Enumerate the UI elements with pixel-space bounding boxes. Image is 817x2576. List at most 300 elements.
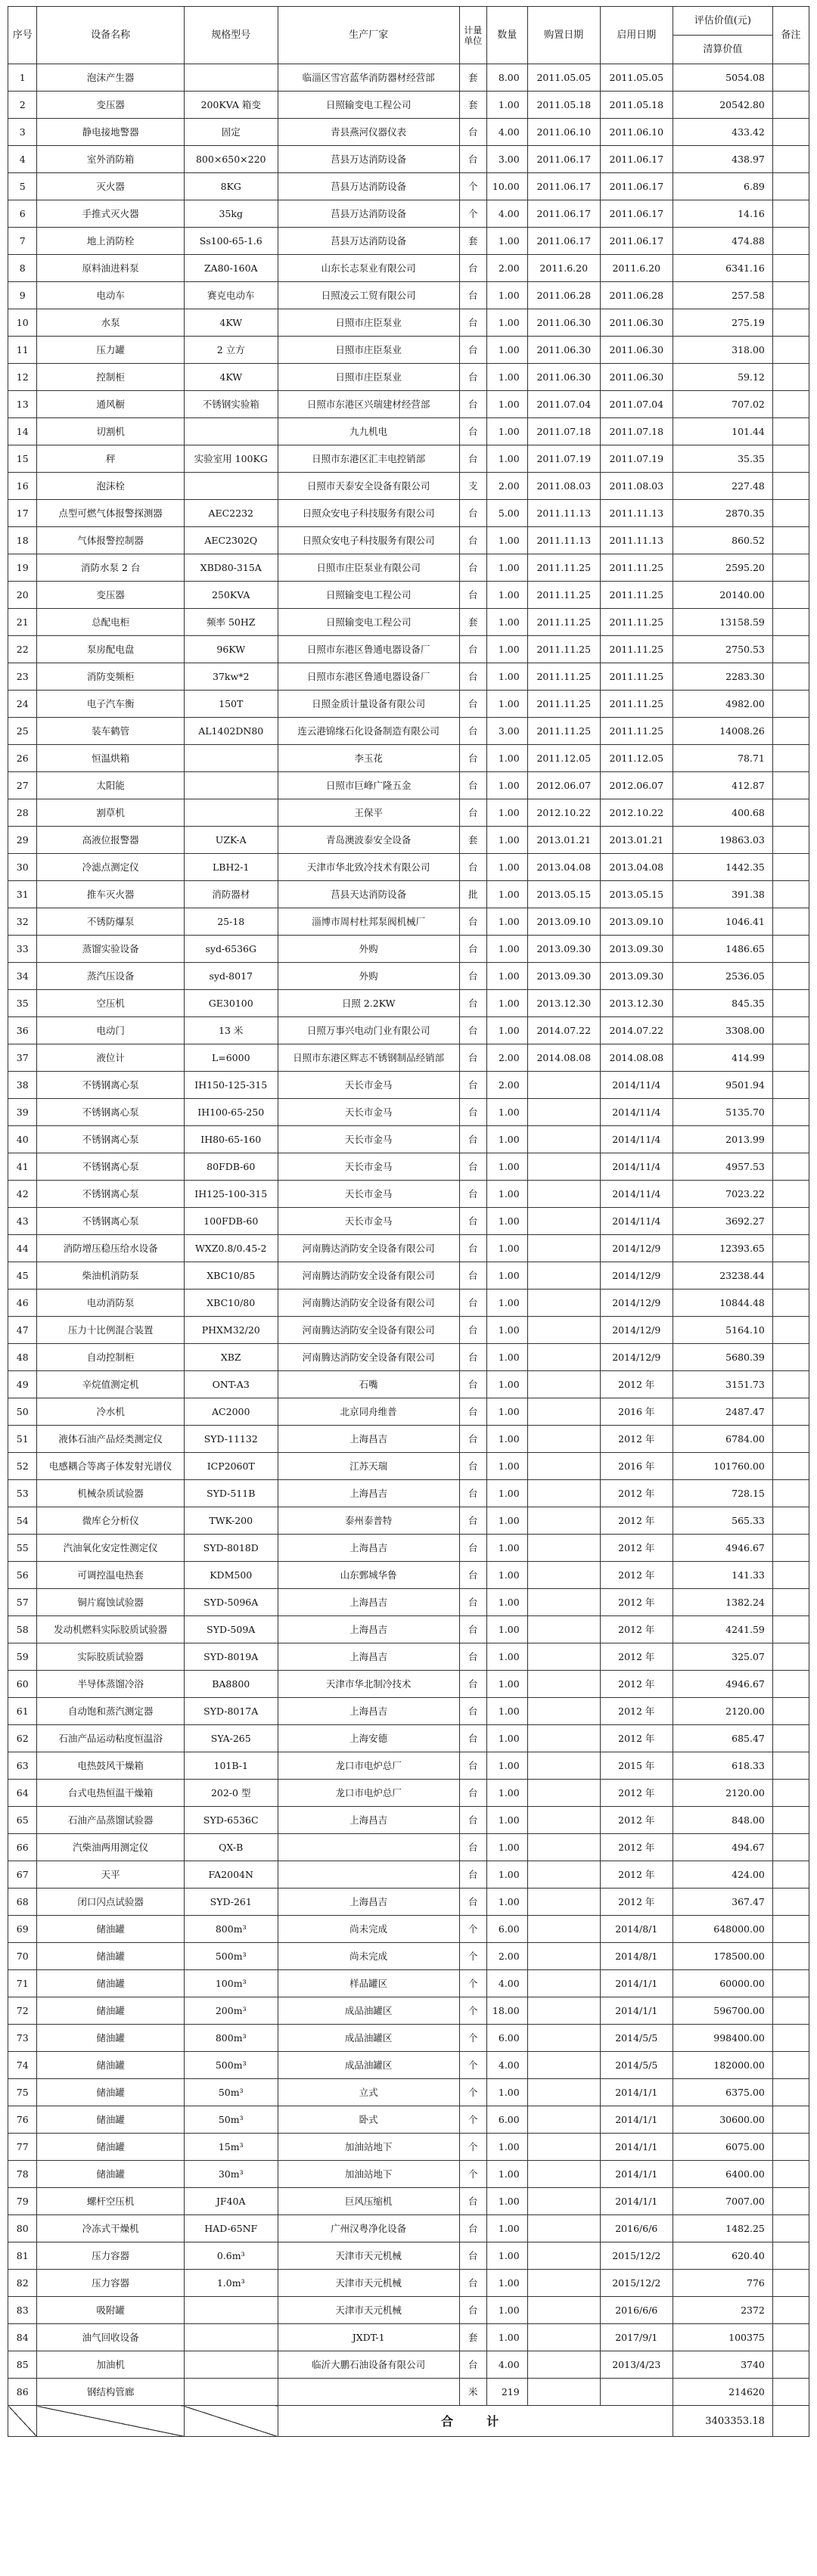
cell-use-date: 2014/5/5 bbox=[600, 2052, 673, 2079]
cell-note bbox=[772, 1535, 809, 1562]
cell-spec: JF40A bbox=[184, 2188, 278, 2215]
header-buy-date: 购置日期 bbox=[527, 7, 600, 64]
table-row bbox=[8, 1507, 809, 1535]
cell-buy-date: 2011.08.03 bbox=[527, 473, 600, 500]
cell-buy-date: 2013.09.30 bbox=[527, 936, 600, 963]
cell-use-date: 2012 年 bbox=[600, 1535, 673, 1562]
cell-use-date: 2011.06.10 bbox=[600, 119, 673, 146]
cell-spec: 250KVA bbox=[184, 582, 278, 609]
cell-buy-date: 2013.05.15 bbox=[527, 881, 600, 908]
table-row bbox=[8, 1099, 809, 1126]
cell-buy-date: 2014.08.08 bbox=[527, 1044, 600, 1072]
cell-qty: 1.00 bbox=[486, 445, 527, 473]
cell-name: 汽油氧化安定性测定仪 bbox=[37, 1535, 185, 1562]
cell-clear-value: 400.68 bbox=[673, 799, 772, 827]
table-row bbox=[8, 772, 809, 799]
cell-spec: L=6000 bbox=[184, 1044, 278, 1072]
table-row bbox=[8, 691, 809, 718]
cell-use-date: 2016 年 bbox=[600, 1398, 673, 1426]
cell-name: 储油罐 bbox=[37, 1997, 185, 2025]
table-row bbox=[8, 228, 809, 255]
cell-use-date: 2014/11/4 bbox=[600, 1181, 673, 1208]
cell-maker: 日照市东港区鲁通电器设备厂 bbox=[278, 636, 459, 663]
cell-buy-date bbox=[527, 2025, 600, 2052]
table-row bbox=[8, 1344, 809, 1371]
cell-qty: 1.00 bbox=[486, 1589, 527, 1616]
cell-note bbox=[772, 2134, 809, 2161]
cell-note bbox=[772, 1208, 809, 1235]
cell-spec: 200KVA 箱变 bbox=[184, 92, 278, 119]
cell-buy-date bbox=[527, 2351, 600, 2379]
cell-name: 吸附罐 bbox=[37, 2297, 185, 2324]
cell-note bbox=[772, 2188, 809, 2215]
cell-note bbox=[772, 1643, 809, 1671]
cell-maker: 九九机电 bbox=[278, 418, 459, 445]
cell-use-date: 2014/12/9 bbox=[600, 1235, 673, 1262]
cell-qty: 1.00 bbox=[486, 1344, 527, 1371]
cell-qty: 1.00 bbox=[486, 337, 527, 364]
cell-name: 铜片腐蚀试验器 bbox=[37, 1589, 185, 1616]
total-label: 合 计 bbox=[278, 2406, 673, 2437]
cell-spec: SYD-8019A bbox=[184, 1643, 278, 1671]
cell-maker: 河南腾达消防安全设备有限公司 bbox=[278, 1317, 459, 1344]
cell-clear-value: 12393.65 bbox=[673, 1235, 772, 1262]
cell-clear-value: 685.47 bbox=[673, 1725, 772, 1752]
cell-seq: 59 bbox=[8, 1643, 37, 1671]
cell-seq: 27 bbox=[8, 772, 37, 799]
table-row bbox=[8, 1453, 809, 1480]
cell-buy-date bbox=[527, 1834, 600, 1861]
cell-name: 泡沫栓 bbox=[37, 473, 185, 500]
cell-seq: 71 bbox=[8, 1970, 37, 1997]
cell-clear-value: 214620 bbox=[673, 2379, 772, 2406]
cell-qty: 1.00 bbox=[486, 854, 527, 881]
cell-seq: 44 bbox=[8, 1235, 37, 1262]
cell-maker: 日照市庄臣泵业 bbox=[278, 309, 459, 337]
cell-note bbox=[772, 527, 809, 554]
cell-maker: 巨风压缩机 bbox=[278, 2188, 459, 2215]
cell-maker: 石嘴 bbox=[278, 1371, 459, 1398]
cell-use-date: 2014.08.08 bbox=[600, 1044, 673, 1072]
cell-use-date: 2011.11.25 bbox=[600, 691, 673, 718]
cell-note bbox=[772, 1861, 809, 1889]
cell-spec: PHXM32/20 bbox=[184, 1317, 278, 1344]
cell-note bbox=[772, 1562, 809, 1589]
cell-spec bbox=[184, 2351, 278, 2379]
cell-maker: 外购 bbox=[278, 936, 459, 963]
cell-note bbox=[772, 2052, 809, 2079]
cell-name: 电动门 bbox=[37, 1017, 185, 1044]
cell-unit: 台 bbox=[459, 1371, 486, 1398]
cell-maker: 天长市金马 bbox=[278, 1208, 459, 1235]
cell-seq: 79 bbox=[8, 2188, 37, 2215]
cell-qty: 5.00 bbox=[486, 500, 527, 527]
cell-use-date: 2012 年 bbox=[600, 1507, 673, 1535]
cell-use-date: 2013.01.21 bbox=[600, 827, 673, 854]
cell-qty: 1.00 bbox=[486, 1017, 527, 1044]
cell-qty: 1.00 bbox=[486, 2215, 527, 2242]
table-row bbox=[8, 2351, 809, 2379]
cell-qty: 1.00 bbox=[486, 582, 527, 609]
cell-spec: 8KG bbox=[184, 173, 278, 200]
cell-clear-value: 100375 bbox=[673, 2324, 772, 2351]
cell-name: 液位计 bbox=[37, 1044, 185, 1072]
cell-note bbox=[772, 500, 809, 527]
cell-name: 电动消防泵 bbox=[37, 1290, 185, 1317]
cell-seq: 36 bbox=[8, 1017, 37, 1044]
cell-unit: 台 bbox=[459, 636, 486, 663]
cell-note bbox=[772, 1181, 809, 1208]
cell-clear-value: 13158.59 bbox=[673, 609, 772, 636]
cell-maker: 日照市巨峰广隆五金 bbox=[278, 772, 459, 799]
table-row bbox=[8, 1208, 809, 1235]
cell-maker: 日照众安电子科技服务有限公司 bbox=[278, 527, 459, 554]
cell-note bbox=[772, 1099, 809, 1126]
cell-spec: 4KW bbox=[184, 309, 278, 337]
cell-spec: AC2000 bbox=[184, 1398, 278, 1426]
cell-name: 螺杆空压机 bbox=[37, 2188, 185, 2215]
cell-spec: 赛克电动车 bbox=[184, 282, 278, 309]
cell-spec: 200m³ bbox=[184, 1997, 278, 2025]
table-row bbox=[8, 1752, 809, 1780]
cell-buy-date: 2011.06.17 bbox=[527, 146, 600, 173]
cell-name: 机械杂质试验器 bbox=[37, 1480, 185, 1507]
cell-clear-value: 325.07 bbox=[673, 1643, 772, 1671]
cell-qty: 4.00 bbox=[486, 119, 527, 146]
cell-unit: 台 bbox=[459, 364, 486, 391]
table-row bbox=[8, 745, 809, 772]
cell-spec: IH100-65-250 bbox=[184, 1099, 278, 1126]
cell-qty: 1.00 bbox=[486, 1153, 527, 1181]
cell-spec: syd-6536G bbox=[184, 936, 278, 963]
cell-seq: 48 bbox=[8, 1344, 37, 1371]
cell-clear-value: 860.52 bbox=[673, 527, 772, 554]
table-row bbox=[8, 718, 809, 745]
header-qty: 数量 bbox=[486, 7, 527, 64]
cell-name: 秤 bbox=[37, 445, 185, 473]
cell-unit: 台 bbox=[459, 1562, 486, 1589]
cell-name: 钢结构管廊 bbox=[37, 2379, 185, 2406]
cell-clear-value: 10844.48 bbox=[673, 1290, 772, 1317]
cell-name: 泵房配电盘 bbox=[37, 636, 185, 663]
cell-unit: 台 bbox=[459, 1126, 486, 1153]
cell-seq: 10 bbox=[8, 309, 37, 337]
cell-note bbox=[772, 1044, 809, 1072]
cell-unit: 台 bbox=[459, 1153, 486, 1181]
cell-unit: 台 bbox=[459, 2242, 486, 2270]
cell-qty: 1.00 bbox=[486, 1807, 527, 1834]
cell-buy-date: 2014.07.22 bbox=[527, 1017, 600, 1044]
cell-seq: 16 bbox=[8, 473, 37, 500]
cell-spec: SYD-11132 bbox=[184, 1426, 278, 1453]
cell-note bbox=[772, 2215, 809, 2242]
table-row bbox=[8, 554, 809, 582]
cell-spec: SYA-265 bbox=[184, 1725, 278, 1752]
cell-clear-value: 776 bbox=[673, 2270, 772, 2297]
cell-unit: 台 bbox=[459, 1262, 486, 1290]
cell-maker: 天津市天元机械 bbox=[278, 2297, 459, 2324]
cell-spec: TWK-200 bbox=[184, 1507, 278, 1535]
cell-unit: 台 bbox=[459, 1453, 486, 1480]
cell-use-date: 2012 年 bbox=[600, 1616, 673, 1643]
cell-seq: 7 bbox=[8, 228, 37, 255]
cell-name: 压力十比例混合装置 bbox=[37, 1317, 185, 1344]
cell-spec: 25-18 bbox=[184, 908, 278, 936]
cell-maker: 天津市华北制冷技术 bbox=[278, 1671, 459, 1698]
table-row bbox=[8, 854, 809, 881]
cell-name: 辛烷值测定机 bbox=[37, 1371, 185, 1398]
cell-maker: 河南腾达消防安全设备有限公司 bbox=[278, 1290, 459, 1317]
cell-buy-date: 2011.11.25 bbox=[527, 663, 600, 691]
cell-buy-date bbox=[527, 1535, 600, 1562]
cell-seq: 77 bbox=[8, 2134, 37, 2161]
table-row bbox=[8, 119, 809, 146]
cell-unit: 台 bbox=[459, 990, 486, 1017]
table-row bbox=[8, 527, 809, 554]
cell-name: 储油罐 bbox=[37, 2106, 185, 2134]
cell-maker: 日照市天泰安全设备有限公司 bbox=[278, 473, 459, 500]
cell-seq: 34 bbox=[8, 963, 37, 990]
cell-note bbox=[772, 1780, 809, 1807]
cell-maker: JXDT-1 bbox=[278, 2324, 459, 2351]
cell-use-date: 2014/1/1 bbox=[600, 2106, 673, 2134]
cell-note bbox=[772, 772, 809, 799]
cell-qty: 1.00 bbox=[486, 527, 527, 554]
table-row bbox=[8, 1153, 809, 1181]
table-row bbox=[8, 1807, 809, 1834]
cell-maker: 日照输变电工程公司 bbox=[278, 582, 459, 609]
cell-seq: 3 bbox=[8, 119, 37, 146]
cell-clear-value: 565.33 bbox=[673, 1507, 772, 1535]
total-note bbox=[772, 2406, 809, 2437]
cell-unit: 台 bbox=[459, 500, 486, 527]
cell-clear-value: 7007.00 bbox=[673, 2188, 772, 2215]
cell-unit: 台 bbox=[459, 1889, 486, 1916]
cell-seq: 84 bbox=[8, 2324, 37, 2351]
cell-buy-date bbox=[527, 1371, 600, 1398]
cell-spec: SYD-8017A bbox=[184, 1698, 278, 1725]
table-row bbox=[8, 1371, 809, 1398]
cell-use-date: 2011.07.18 bbox=[600, 418, 673, 445]
cell-spec: 96KW bbox=[184, 636, 278, 663]
cell-maker: 上海昌吉 bbox=[278, 1426, 459, 1453]
cell-note bbox=[772, 119, 809, 146]
cell-clear-value: 4946.67 bbox=[673, 1535, 772, 1562]
cell-clear-value: 2595.20 bbox=[673, 554, 772, 582]
cell-maker: 河南腾达消防安全设备有限公司 bbox=[278, 1235, 459, 1262]
cell-unit: 套 bbox=[459, 827, 486, 854]
cell-note bbox=[772, 1671, 809, 1698]
cell-qty: 2.00 bbox=[486, 255, 527, 282]
cell-qty: 1.00 bbox=[486, 1752, 527, 1780]
cell-spec: 不锈钢实验箱 bbox=[184, 391, 278, 418]
cell-use-date: 2014/1/1 bbox=[600, 2079, 673, 2106]
cell-clear-value: 414.99 bbox=[673, 1044, 772, 1072]
cell-qty: 4.00 bbox=[486, 1970, 527, 1997]
cell-name: 储油罐 bbox=[37, 2161, 185, 2188]
cell-name: 原料油进料泵 bbox=[37, 255, 185, 282]
cell-note bbox=[772, 1017, 809, 1044]
cell-use-date: 2012 年 bbox=[600, 1807, 673, 1834]
header-name: 设备名称 bbox=[37, 7, 185, 64]
cell-buy-date: 2011.06.17 bbox=[527, 228, 600, 255]
cell-seq: 18 bbox=[8, 527, 37, 554]
cell-name: 汽柴油两用测定仪 bbox=[37, 1834, 185, 1861]
cell-use-date: 2013.09.10 bbox=[600, 908, 673, 936]
cell-name: 消防增压稳压给水设备 bbox=[37, 1235, 185, 1262]
cell-use-date: 2014/12/9 bbox=[600, 1344, 673, 1371]
cell-clear-value: 2750.53 bbox=[673, 636, 772, 663]
table-row bbox=[8, 1780, 809, 1807]
cell-unit: 台 bbox=[459, 908, 486, 936]
cell-use-date: 2011.06.17 bbox=[600, 228, 673, 255]
cell-unit: 个 bbox=[459, 2052, 486, 2079]
cell-name: 地上消防栓 bbox=[37, 228, 185, 255]
cell-clear-value: 2536.05 bbox=[673, 963, 772, 990]
table-row bbox=[8, 146, 809, 173]
cell-maker: 天长市金马 bbox=[278, 1072, 459, 1099]
cell-seq: 33 bbox=[8, 936, 37, 963]
total-diagonal-cell bbox=[8, 2406, 37, 2437]
cell-note bbox=[772, 827, 809, 854]
cell-qty: 1.00 bbox=[486, 936, 527, 963]
table-row bbox=[8, 1235, 809, 1262]
cell-use-date: 2011.11.25 bbox=[600, 554, 673, 582]
cell-buy-date bbox=[527, 1453, 600, 1480]
table-row bbox=[8, 908, 809, 936]
cell-clear-value: 78.71 bbox=[673, 745, 772, 772]
cell-buy-date bbox=[527, 2379, 600, 2406]
cell-spec: WXZ0.8/0.45-2 bbox=[184, 1235, 278, 1262]
cell-seq: 9 bbox=[8, 282, 37, 309]
cell-name: 储油罐 bbox=[37, 1970, 185, 1997]
cell-spec bbox=[184, 64, 278, 92]
cell-use-date: 2014/8/1 bbox=[600, 1943, 673, 1970]
cell-seq: 62 bbox=[8, 1725, 37, 1752]
cell-clear-value: 3740 bbox=[673, 2351, 772, 2379]
cell-clear-value: 5054.08 bbox=[673, 64, 772, 92]
cell-unit: 台 bbox=[459, 1398, 486, 1426]
cell-clear-value: 227.48 bbox=[673, 473, 772, 500]
cell-clear-value: 391.38 bbox=[673, 881, 772, 908]
cell-maker: 莒县万达消防设备 bbox=[278, 228, 459, 255]
cell-unit: 批 bbox=[459, 881, 486, 908]
cell-name: 灭火器 bbox=[37, 173, 185, 200]
cell-note bbox=[772, 554, 809, 582]
table-row bbox=[8, 2379, 809, 2406]
cell-note bbox=[772, 228, 809, 255]
cell-note bbox=[772, 1235, 809, 1262]
cell-clear-value: 20140.00 bbox=[673, 582, 772, 609]
cell-name: 不锈防爆泵 bbox=[37, 908, 185, 936]
cell-clear-value: 728.15 bbox=[673, 1480, 772, 1507]
cell-name: 不锈钢离心泵 bbox=[37, 1072, 185, 1099]
cell-spec: 消防器材 bbox=[184, 881, 278, 908]
cell-clear-value: 4946.67 bbox=[673, 1671, 772, 1698]
table-row bbox=[8, 827, 809, 854]
cell-note bbox=[772, 990, 809, 1017]
cell-note bbox=[772, 1453, 809, 1480]
cell-unit: 台 bbox=[459, 2188, 486, 2215]
cell-clear-value: 412.87 bbox=[673, 772, 772, 799]
cell-note bbox=[772, 146, 809, 173]
cell-unit: 台 bbox=[459, 1317, 486, 1344]
cell-clear-value: 6375.00 bbox=[673, 2079, 772, 2106]
cell-spec: 202-0 型 bbox=[184, 1780, 278, 1807]
cell-maker: 龙口市电炉总厂 bbox=[278, 1752, 459, 1780]
cell-seq: 72 bbox=[8, 1997, 37, 2025]
cell-note bbox=[772, 963, 809, 990]
table-row bbox=[8, 173, 809, 200]
cell-name: 石油产品运动粘度恒温浴 bbox=[37, 1725, 185, 1752]
cell-maker: 尚未完成 bbox=[278, 1916, 459, 1943]
cell-qty: 6.00 bbox=[486, 2025, 527, 2052]
cell-note bbox=[772, 2242, 809, 2270]
cell-maker: 淄博市周村杜邦泵阀机械厂 bbox=[278, 908, 459, 936]
cell-buy-date: 2011.11.25 bbox=[527, 718, 600, 745]
cell-name: 微库仑分析仪 bbox=[37, 1507, 185, 1535]
cell-name: 蒸汽压设备 bbox=[37, 963, 185, 990]
cell-unit: 台 bbox=[459, 1643, 486, 1671]
cell-maker: 天长市金马 bbox=[278, 1099, 459, 1126]
cell-name: 装车鹤管 bbox=[37, 718, 185, 745]
cell-unit: 套 bbox=[459, 609, 486, 636]
cell-name: 变压器 bbox=[37, 92, 185, 119]
cell-clear-value: 433.42 bbox=[673, 119, 772, 146]
cell-clear-value: 1486.65 bbox=[673, 936, 772, 963]
table-row bbox=[8, 1044, 809, 1072]
cell-note bbox=[772, 745, 809, 772]
cell-seq: 83 bbox=[8, 2297, 37, 2324]
table-row bbox=[8, 1698, 809, 1725]
cell-unit: 台 bbox=[459, 146, 486, 173]
cell-use-date: 2013.09.30 bbox=[600, 963, 673, 990]
cell-maker: 河南腾达消防安全设备有限公司 bbox=[278, 1344, 459, 1371]
cell-unit: 套 bbox=[459, 2324, 486, 2351]
cell-qty: 1.00 bbox=[486, 554, 527, 582]
cell-use-date: 2011.07.19 bbox=[600, 445, 673, 473]
cell-clear-value: 275.19 bbox=[673, 309, 772, 337]
cell-unit: 个 bbox=[459, 2106, 486, 2134]
cell-unit: 台 bbox=[459, 337, 486, 364]
cell-seq: 65 bbox=[8, 1807, 37, 1834]
cell-maker: 天长市金马 bbox=[278, 1126, 459, 1153]
cell-unit: 台 bbox=[459, 718, 486, 745]
cell-seq: 39 bbox=[8, 1099, 37, 1126]
cell-buy-date bbox=[527, 1616, 600, 1643]
table-row bbox=[8, 1916, 809, 1943]
cell-use-date: 2014/11/4 bbox=[600, 1126, 673, 1153]
cell-name: 油气回收设备 bbox=[37, 2324, 185, 2351]
cell-clear-value: 596700.00 bbox=[673, 1997, 772, 2025]
cell-note bbox=[772, 2106, 809, 2134]
cell-maker: 天津市天元机械 bbox=[278, 2242, 459, 2270]
cell-note bbox=[772, 636, 809, 663]
cell-note bbox=[772, 255, 809, 282]
cell-clear-value: 620.40 bbox=[673, 2242, 772, 2270]
cell-qty: 4.00 bbox=[486, 200, 527, 228]
cell-buy-date: 2011.06.30 bbox=[527, 309, 600, 337]
cell-seq: 40 bbox=[8, 1126, 37, 1153]
table-row bbox=[8, 2161, 809, 2188]
cell-qty: 1.00 bbox=[486, 2297, 527, 2324]
cell-name: 实际胶质试验器 bbox=[37, 1643, 185, 1671]
cell-qty: 1.00 bbox=[486, 963, 527, 990]
cell-use-date: 2011.11.13 bbox=[600, 527, 673, 554]
cell-maker: 天长市金马 bbox=[278, 1181, 459, 1208]
cell-unit: 台 bbox=[459, 119, 486, 146]
table-body bbox=[8, 64, 809, 2406]
